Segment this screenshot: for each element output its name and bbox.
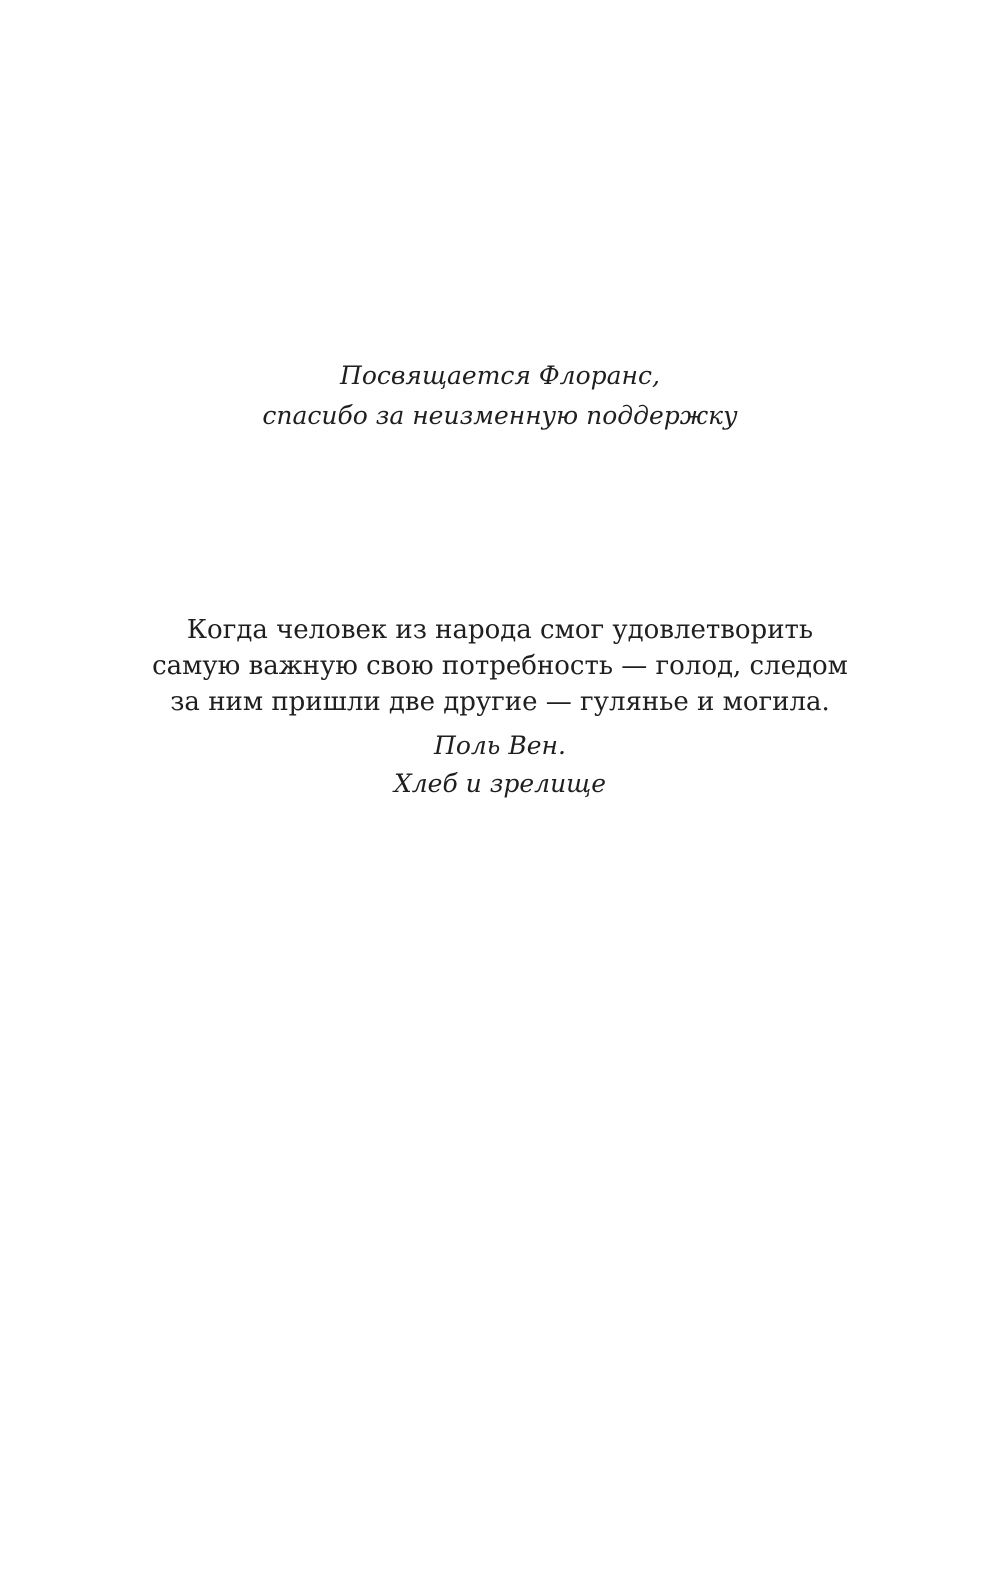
dedication-line: Посвящается Флоранс,	[340, 361, 660, 390]
epigraph-line: за ним пришли две другие — гулянье и могила.	[170, 687, 830, 717]
dedication-line: спасибо за неизменную поддержку	[262, 401, 738, 430]
epigraph-source: Хлеб и зрелище	[393, 769, 607, 798]
epigraph-quote	[0, 612, 1000, 720]
dedication	[0, 356, 1000, 436]
epigraph-attribution	[0, 727, 1000, 803]
epigraph-line: самую важную свою потребность — голод, следом	[152, 651, 848, 681]
epigraph-line: Когда человек из народа смог удовлетворить	[186, 615, 814, 645]
epigraph-author: Поль Вен.	[434, 731, 566, 760]
